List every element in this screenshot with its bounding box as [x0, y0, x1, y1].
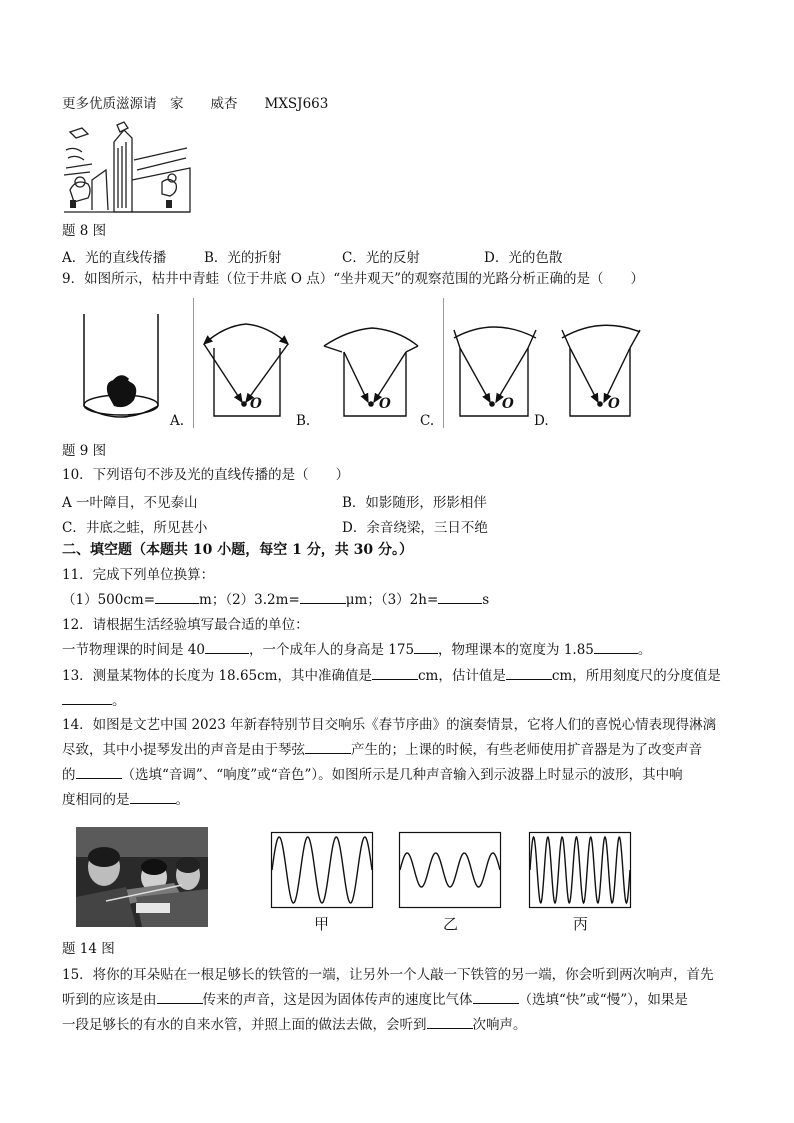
q9-point-o-d: O	[608, 396, 620, 412]
section-title: 二、填空题（本题共 10 小题，每空 1 分，共 30 分。）	[62, 542, 413, 558]
q9-point-o-c: O	[379, 396, 391, 412]
q9-caption: 题 9 图	[62, 443, 107, 459]
q8-caption: 题 8 图	[62, 223, 107, 239]
q11-body: （1）500cm= m；（2）3.2m= μm；（3）2h= s	[62, 592, 490, 608]
orchestra-photo	[76, 827, 208, 927]
q15-line1: 15．将你的耳朵贴在一根足够长的铁管的一端，让另外一个人敲一下铁管的另一端，你会听到两次响声，首先	[62, 967, 714, 983]
q10-option-b: B．如影随形，形影相伴	[342, 495, 487, 511]
q14-caption: 题 14 图	[62, 941, 115, 957]
q12-body: 一节物理课的时间是 40 ，一个成年人的身高是 175 ，物理课本的宽度为 1.85 。	[62, 642, 652, 658]
q8-option-d: D．光的色散	[484, 250, 563, 266]
q8-option-b: B．光的折射	[204, 250, 282, 266]
q14-line4: 度相同的是 。	[62, 792, 189, 808]
q9-point-o-b: O	[250, 396, 262, 412]
answer-blank[interactable]	[473, 991, 519, 1004]
q13-line1: 13．测量某物体的长度为 18.65cm，其中准确值是 cm，估计值是 cm，所用刻度尺的分度值是	[62, 668, 721, 684]
q9-diagram-c	[322, 320, 422, 425]
q14-line3: 的 （选填“音调”、“响度”或“音色”）。如图所示是几种声音输入到示波器上时显示的波形，其中响	[62, 767, 683, 783]
q9-label-d: D.	[534, 413, 549, 429]
answer-blank[interactable]	[205, 641, 249, 654]
answer-blank[interactable]	[157, 991, 203, 1004]
answer-blank[interactable]	[594, 641, 638, 654]
q13-line2: 。	[62, 692, 126, 710]
waveform-label-bing: 丙	[573, 915, 589, 933]
waveform-label-yi: 乙	[443, 915, 459, 933]
answer-blank[interactable]	[372, 667, 418, 680]
q15-line3: 一段足够长的有水的自来水管，并照上面的做法去做，会听到 次响声。	[62, 1017, 527, 1033]
answer-blank[interactable]	[438, 591, 482, 604]
waveform-bing	[529, 832, 631, 908]
waveform-yi	[399, 832, 501, 908]
q9-diagram-b	[198, 320, 298, 425]
q8-illustration	[62, 120, 192, 215]
q10-option-c: C．井底之蛙，所见甚小	[62, 520, 208, 536]
q9-label-b: B.	[296, 413, 311, 429]
q11-title: 11．完成下列单位换算：	[62, 567, 215, 583]
answer-blank[interactable]	[305, 741, 351, 754]
q14-line2: 尽致，其中小提琴发出的声音是由于琴弦 产生的；上课的时候，有些老师使用扩音器是为了改变声音	[62, 742, 702, 758]
q9-point-o-d1: O	[502, 396, 514, 412]
q12-title: 12．请根据生活经验填写最合适的单位：	[62, 617, 309, 633]
answer-blank[interactable]	[427, 1016, 473, 1029]
answer-blank[interactable]	[130, 791, 176, 804]
waveform-label-jia: 甲	[314, 915, 330, 933]
answer-blank[interactable]	[62, 692, 112, 705]
q9-label-c: C.	[420, 413, 435, 429]
q9-figure-well	[70, 310, 180, 425]
q8-option-c: C．光的反射	[342, 250, 420, 266]
answer-blank[interactable]	[76, 766, 122, 779]
q9-label-a: A.	[170, 413, 185, 429]
answer-blank[interactable]	[300, 591, 346, 604]
waveform-jia	[271, 832, 373, 908]
answer-blank[interactable]	[414, 641, 438, 654]
q10-question: 10．下列语句不涉及光的直线传播的是（ ）	[62, 467, 350, 483]
q10-option-d: D．余音绕梁，三日不绝	[342, 520, 488, 536]
q9-question: 9．如图所示，枯井中青蛙（位于井底 O 点）“坐井观天”的观察范围的光路分析正确的是（ ）	[62, 271, 645, 287]
q9-diagram-d1	[450, 320, 545, 425]
q14-line1: 14．如图是文艺中国 2023 年新春特别节目交响乐《春节序曲》的演奏情景，它将人们的喜悦心情表现得淋漓	[62, 717, 717, 733]
q8-option-a: A．光的直线传播	[62, 250, 167, 266]
divider	[193, 298, 194, 428]
answer-blank[interactable]	[506, 667, 552, 680]
q15-line2: 听到的应该是由 传来的声音，这是因为固体传声的速度比气体 （选填“快”或“慢”），如果是	[62, 992, 688, 1008]
page-header: 更多优质滋源请 家 威杏 MXSJ663	[62, 96, 329, 112]
divider	[443, 298, 444, 428]
q10-option-a: A 一叶障目，不见泰山	[62, 495, 198, 511]
answer-blank[interactable]	[155, 591, 199, 604]
